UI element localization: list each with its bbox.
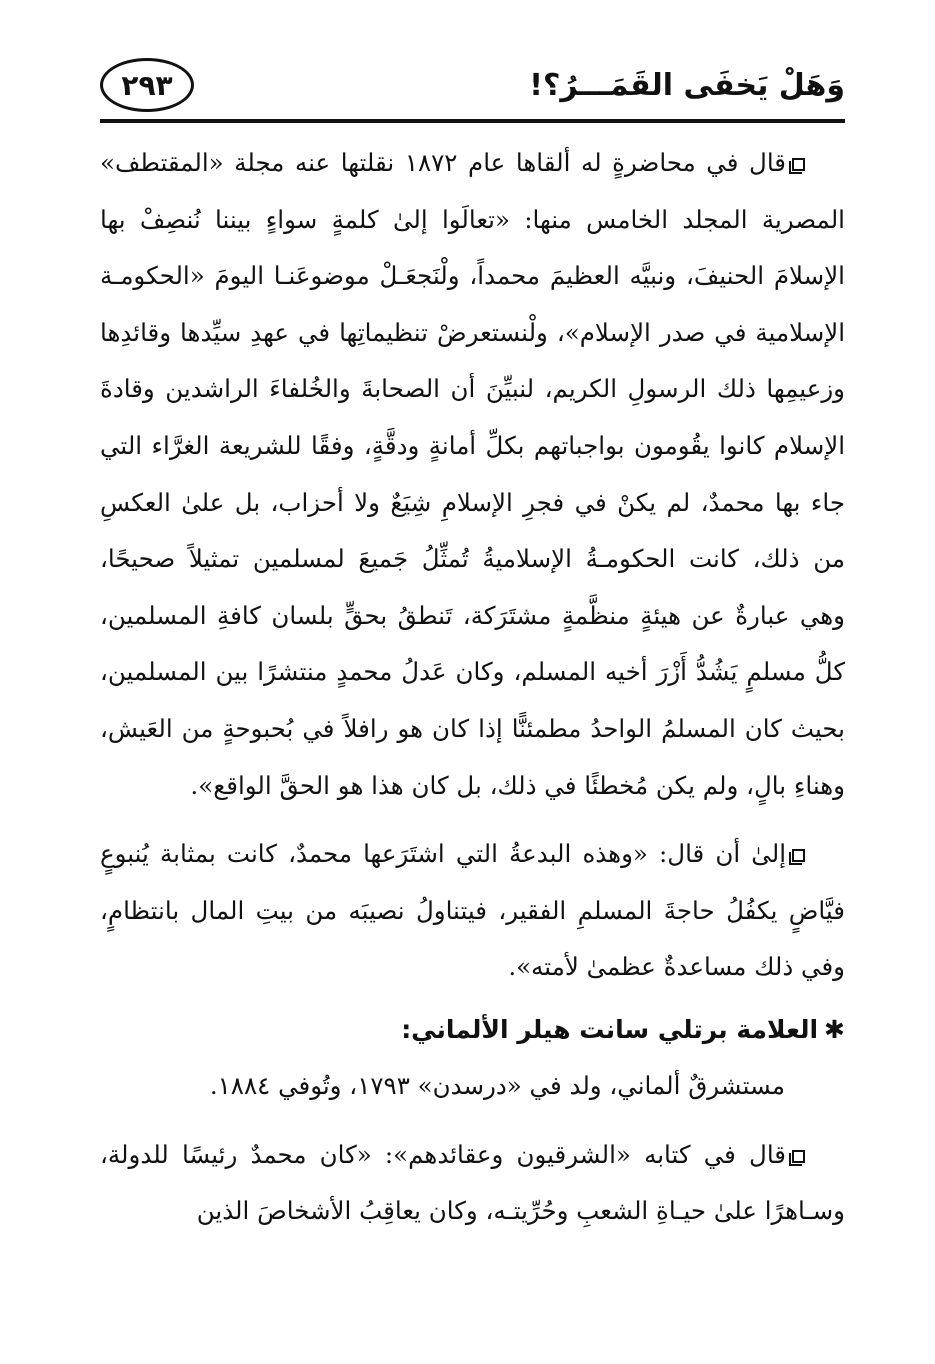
- biography-text: مستشرقٌ ألماني، ولد في «درسدن» ١٧٩٣، وتُوفي ١٨٨٤.: [209, 1070, 785, 1100]
- page-number: ٢٩٣: [121, 68, 173, 102]
- body-text: [100, 135, 845, 1240]
- biography-line: [100, 1058, 845, 1115]
- page-header: [100, 58, 845, 120]
- square-bullet-icon: [792, 849, 805, 862]
- square-bullet-icon: [792, 1150, 805, 1163]
- paragraph-3-text: قال في كتابه «الشرقيون وعقائدهم»: «كان محمدٌ رئيسًا للدولة، وسـاهرًا علىٰ حيـاةِ الشعبِ وحُرِّيتـه، وكان يعاقِبُ الأشخاصَ الذين: [100, 1139, 845, 1226]
- page-number-oval: [100, 58, 194, 112]
- asterisk-icon: ✱: [824, 1014, 845, 1044]
- paragraph-quote-2: [100, 826, 845, 996]
- paragraph-1-text: قال في محاضرةٍ له ألقاها عام ١٨٧٢ نقلتها عنه مجلة «المقتطف» المصرية المجلد الخامس منها: «تعالَوا إلىٰ كلمةٍ سواءٍ بيننا نُنصِفْ بها الإسلامَ الحنيفَ، ونبيَّه العظيمَ محمداً، ولْنَجعَـلْ موضوعَنـا اليومَ «الحكومـة الإسلامية في صدر الإسلام»، ولْنستعرضْ تنظيماتِها في عهدِ سيِّدها وقائدِها وزعيمِها ذلك الرسولِ الكريم، لنبيِّنَ أن الصحابةَ والخُلفاءَ الراشدين وقادةَ الإسلام كانوا يقُومون بواجباتهم بكلِّ أمانةٍ ودقَّةٍ، وفقًا للشريعة الغرَّاء التي جاء بها محمدٌ، لم يكنْ في فجرِ الإسلامِ شِيَعٌ ولا أحزاب، بل علىٰ العكسِ من ذلك، كانت الحكومـةُ الإسلاميةُ تُمثِّلُ جَميعَ لمسلمين تمثيلاً صحيحًا، وهي عبارةٌ عن هيئةٍ منظَّمةٍ مشتَرَكة، تَنطقُ بحقٍّ بلسان كافةِ المسلمين، كلُّ مسلمٍ يَشُدُّ أَزْرَ أخيه المسلم، وكان عَدلُ محمدٍ منتشرًا بين المسلمين، بحيث كان المسلمُ الواحدُ مطمئنًّا إذا كان هو رافلاً في بُحبوحةٍ من العَيش، وهناءِ بالٍ، ولم يكن مُخطئًا في ذلك، بل كان هذا هو الحقَّ الواقع».: [100, 148, 845, 800]
- running-title: وَهَلْ يَخفَى القَمَـــرُ؟!: [529, 68, 845, 103]
- section-heading: [100, 1002, 845, 1058]
- header-rule: [100, 119, 845, 123]
- square-bullet-icon: [792, 158, 805, 171]
- paragraph-quote-3: [100, 1127, 845, 1240]
- paragraph-quote-1: [100, 135, 845, 814]
- section-heading-text: العلامة برتلي سانت هيلر الألماني:: [401, 1014, 819, 1044]
- paragraph-2-text: إلىٰ أن قال: «وهذه البدعةُ التي اشتَرَعها محمدٌ، كانت بمثابة يُنبوعٍ فيَّاضٍ يكفُلُ حاجةَ المسلمِ الفقير، فيتناولُ نصيبَه من بيتِ المال بانتظامٍ، وفي ذلك مساعدةٌ عظمىٰ لأمته».: [100, 839, 845, 982]
